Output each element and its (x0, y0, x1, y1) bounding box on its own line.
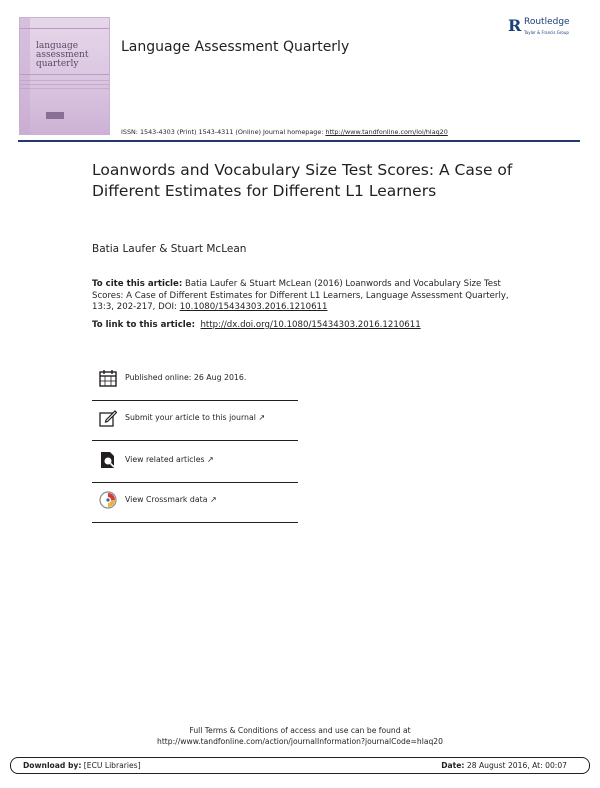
terms-line: Full Terms & Conditions of access and use can be found at (189, 726, 411, 735)
download-by-label: Download by: (23, 761, 82, 770)
crossmark-icon (99, 491, 117, 509)
journal-title[interactable]: Language Assessment Quarterly (121, 39, 350, 55)
submit-article-text: Submit your article to this journal (125, 413, 256, 422)
related-articles-link[interactable] (125, 455, 214, 464)
cover-title-line: quarterly (36, 59, 79, 69)
routledge-r-icon: R (508, 16, 522, 35)
crossmark-text: View Crossmark data (125, 495, 208, 504)
article-url-link[interactable]: http://dx.doi.org/10.1080/15434303.2016.1210611 (200, 320, 421, 330)
publisher-logo[interactable] (508, 17, 590, 43)
external-link-icon: ↗ (207, 455, 214, 464)
download-date-label: Date: (441, 761, 465, 770)
header-divider (18, 140, 580, 142)
submit-article-link[interactable] (125, 413, 265, 422)
journal-homepage-link[interactable]: http://www.tandfonline.com/loi/hlaq20 (325, 128, 448, 136)
terms-url-link[interactable]: http://www.tandfonline.com/action/journalInformation?journalCode=hlaq20 (157, 737, 443, 746)
article-authors: Batia Laufer & Stuart McLean (92, 243, 247, 255)
related-articles-item[interactable] (92, 442, 298, 478)
external-link-icon: ↗ (258, 413, 266, 422)
published-online-text: Published online: 26 Aug 2016. (125, 373, 247, 382)
external-link-icon: ↗ (209, 495, 217, 504)
publisher-subtitle: Taylor & Francis Group (524, 30, 569, 35)
cover-publisher-logo (46, 112, 64, 119)
info-box-divider (92, 440, 298, 441)
info-box-divider (92, 522, 298, 523)
citation-block (92, 279, 512, 314)
download-date (441, 761, 567, 770)
download-by-value: [ECU Libraries] (81, 761, 141, 770)
issn-line (121, 128, 448, 136)
citation-text: Batia Laufer & Stuart McLean (2016) Loanwords and Vocabulary Size Test Scores: A Case of Different Estimates for Different L1 Learners, Language Assessment Quarterly, 13:3, 202-217, DOI: (92, 279, 509, 312)
download-date-value: 28 August 2016, At: 00:07 (464, 761, 567, 770)
cover-title (36, 42, 106, 69)
published-online-item (92, 360, 298, 396)
doi-link[interactable]: 10.1080/15434303.2016.1210611 (179, 302, 328, 312)
cover-title-line: assessment (36, 50, 89, 60)
article-link-line (92, 320, 421, 330)
edit-icon (99, 409, 117, 427)
citation-label: To cite this article: (92, 279, 183, 289)
download-by (23, 761, 141, 770)
crossmark-link[interactable] (125, 495, 217, 504)
link-label: To link to this article: (92, 320, 196, 330)
download-info-bar (10, 757, 590, 774)
article-title: Loanwords and Vocabulary Size Test Scores: A Case of Different Estimates for Different L1 Learners (92, 161, 513, 200)
calendar-icon (99, 369, 117, 387)
cover-title-line: language (36, 41, 79, 51)
issn-text: ISSN: 1543-4303 (Print) 1543-4311 (Online) Journal homepage: (121, 128, 326, 136)
crossmark-item[interactable] (92, 482, 298, 518)
publisher-name: Routledge (524, 17, 570, 27)
document-search-icon (99, 451, 117, 469)
related-articles-text: View related articles (125, 455, 205, 464)
submit-article-item[interactable] (92, 400, 298, 436)
journal-cover-image (19, 17, 110, 135)
